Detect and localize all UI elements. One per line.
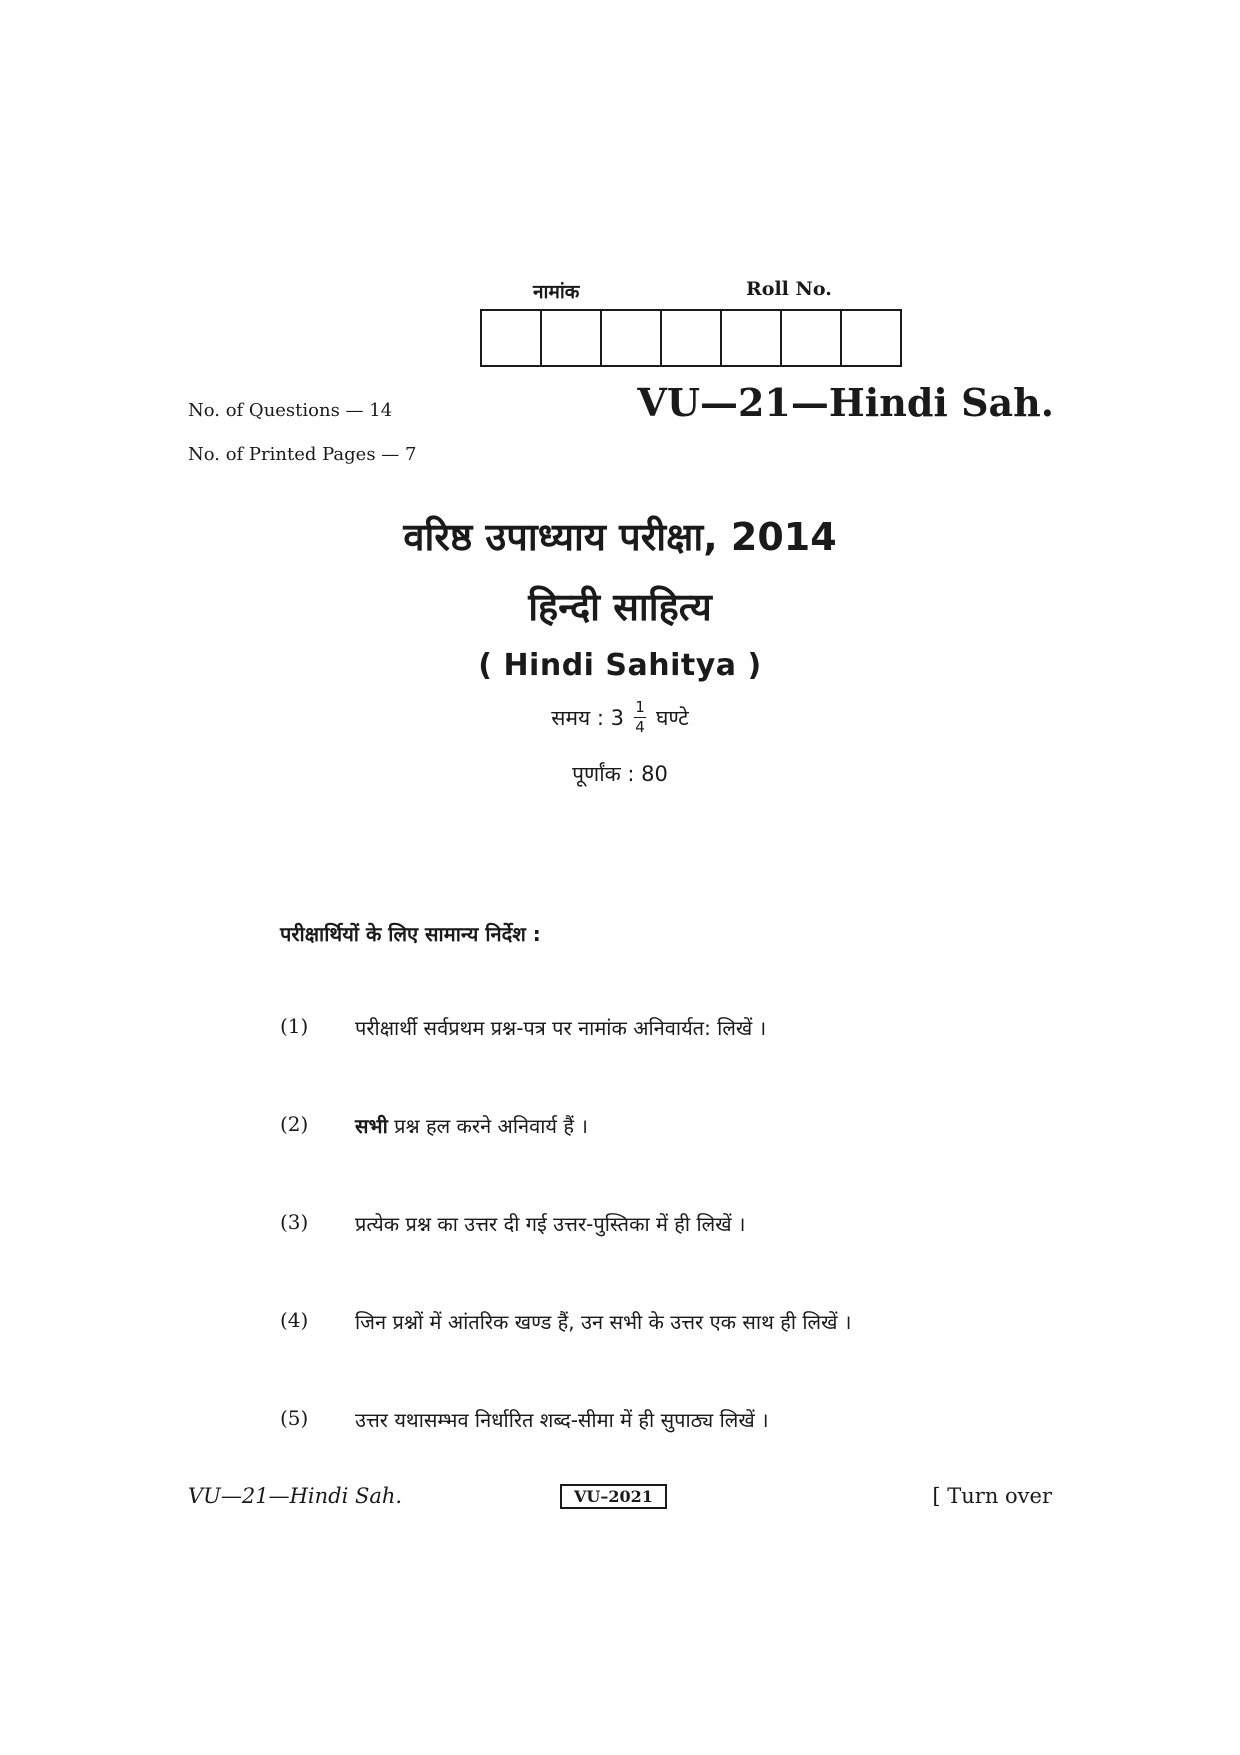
instruction-text: परीक्षार्थी सर्वप्रथम प्रश्न-पत्र पर नामांक अनिवार्यत: लिखें । [355,1016,767,1040]
roll-box [482,311,542,365]
time-unit: घण्टे [655,705,689,730]
instructions-heading: परीक्षार्थियों के लिए सामान्य निर्देश : [280,922,541,946]
instruction-number: (5) [280,1406,309,1430]
footer-code-box: VU–2021 [560,1484,667,1509]
roll-box [542,311,602,365]
instruction-text: प्रश्न हल करने अनिवार्य हैं । [387,1114,588,1138]
time-allowed [0,700,1240,735]
roll-box [842,311,900,365]
instruction-number: (3) [280,1210,309,1234]
time-label: समय : 3 [551,705,624,730]
paper-code: VU—21—Hindi Sah. [637,380,1054,425]
roll-box [602,311,662,365]
instruction-text: उत्तर यथासम्भव निर्धारित शब्द-सीमा में ही सुपाठ्य लिखें । [355,1408,769,1432]
instruction-number: (2) [280,1112,309,1136]
instruction-number: (1) [280,1014,309,1038]
subject-title: हिन्दी साहित्य [528,585,712,629]
instruction-number: (4) [280,1308,309,1332]
exam-title: वरिष्ठ उपाध्याय परीक्षा, 2014 [403,515,837,559]
fraction-denominator: 4 [635,718,645,736]
instruction-item [280,1308,851,1335]
instruction-text: प्रत्येक प्रश्न का उत्तर दी गई उत्तर-पुस्तिका में ही लिखें । [355,1212,746,1236]
roll-number-boxes [480,309,902,367]
number-of-pages: No. of Printed Pages — 7 [188,444,417,465]
instruction-item [280,1112,588,1139]
roll-label-hindi: नामांक [533,281,580,303]
roll-box [662,311,722,365]
instruction-item [280,1210,746,1237]
instruction-text: जिन प्रश्नों में आंतरिक खण्ड हैं, उन सभी के उत्तर एक साथ ही लिखें । [355,1310,852,1334]
instruction-bold-word: सभी [355,1114,388,1138]
instruction-item [280,1014,766,1041]
roll-box [722,311,782,365]
maximum-marks: पूर्णांक : 80 [572,762,668,786]
footer-paper-code: VU—21—Hindi Sah. [188,1484,403,1508]
roll-label-english: Roll No. [746,278,832,300]
fraction-numerator: 1 [635,698,645,716]
roll-box [782,311,842,365]
subject-title-english: ( Hindi Sahitya ) [478,648,762,683]
number-of-questions: No. of Questions — 14 [188,400,393,421]
time-fraction [634,700,646,735]
turn-over-note: [ Turn over [932,1484,1052,1508]
instruction-item [280,1406,769,1433]
